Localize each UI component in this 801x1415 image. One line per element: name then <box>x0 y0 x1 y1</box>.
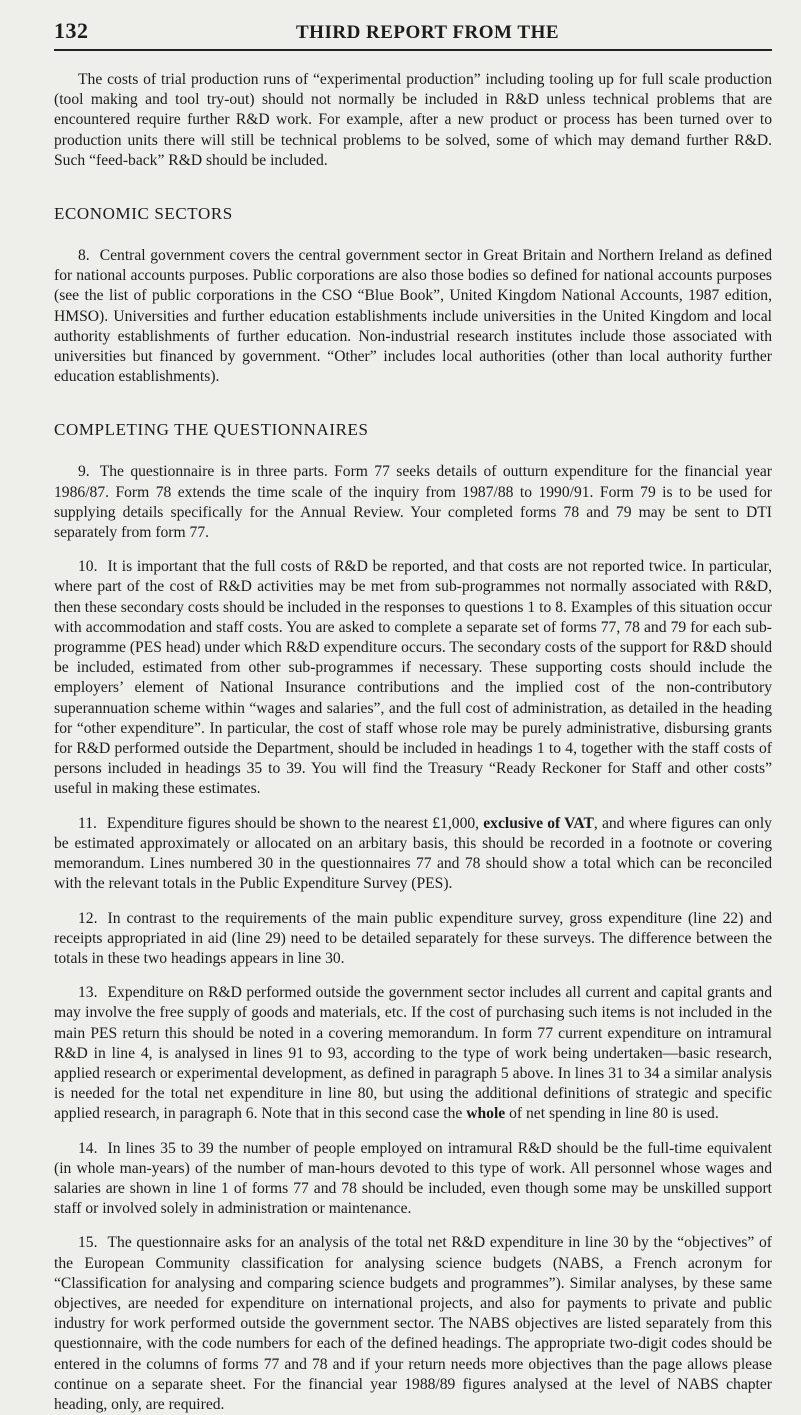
paragraph-text: In contrast to the requirements of the main public expenditure survey, gross expenditure (line 22) and receipts appropriated in aid (line 29) need to be detailed separately for these surveys. The difference between the totals in these two headings appears in line 30. <box>54 909 772 967</box>
paragraph-number: 11. <box>78 814 97 832</box>
paragraph-11 <box>54 814 772 895</box>
paragraph-8 <box>54 246 772 387</box>
paragraph-text: The questionnaire asks for an analysis of the total net R&D expenditure in line 30 by the “objectives” of the European Community classification for analysing science budgets (NABS, a French acronym for “Classification for analysing and comparing science budgets and programmes”). Similar analyses, by these same objectives, are needed for expenditure on international projects, and also for payments to private and public industry for work performed outside the government sector. The NABS objectives are listed separately from this questionnaire, with the code numbers for each of the defined headings. The appropriate two-digit codes should be entered in the columns of forms 77 and 78 and if your return needs more objectives than the page allows please continue on a separate sheet. For the financial year 1988/89 figures analysed at the level of NABS chapter heading, only, are required. <box>54 1234 772 1413</box>
emphasis-text: exclusive of VAT <box>483 814 594 832</box>
paragraph-number: 13. <box>78 984 98 1002</box>
paragraph-15 <box>54 1233 772 1415</box>
paragraph-text: Central government covers the central government sector in Great Britain and Northern Ireland as defined for national accounts purposes. Public corporations are also those bodies so defined for national accounts purposes (see the list of public corporations in the CSO “Blue Book”, United Kingdom National Accounts, 1987 edition, HMSO). Universities and further education establishments include universities in the United Kingdom and local authority establishments of further education. Non-industrial research institutes include those associated with universities but financed by government. “Other” includes local authorities (other than local authority further education establishments). <box>54 247 772 386</box>
paragraph-number: 12. <box>78 909 98 927</box>
running-title: THIRD REPORT FROM THE <box>296 22 560 43</box>
paragraph-10 <box>54 557 772 799</box>
paragraph-number: 9. <box>78 463 90 481</box>
paragraph-number: 8. <box>78 247 90 265</box>
paragraph-number: 10. <box>78 558 98 576</box>
paragraph-number: 14. <box>78 1139 98 1157</box>
paragraph-number: 15. <box>78 1234 98 1252</box>
paragraph-text: In lines 35 to 39 the number of people employed on intramural R&D should be the full-time equivalent (in whole man-years) of the number of man-hours devoted to this type of work. All personnel whose wages and salaries are shown in line 1 of forms 77 and 78 should be included, even though some may be unskilled support staff or involved solely in administration or maintenance. <box>54 1139 772 1218</box>
emphasis-text: whole <box>466 1105 506 1123</box>
paragraph-14 <box>54 1139 772 1220</box>
document-body <box>54 70 772 1415</box>
header-rule <box>54 49 772 51</box>
paragraph-text: Expenditure figures should be shown to the nearest £1,000, <box>106 814 484 832</box>
paragraph-text: Expenditure on R&D performed outside the government sector includes all current and capital grants and may involve the free supply of goods and materials, etc. If the cost of purchasing such items is not included in the main PES return this should be noted in a covering memorandum. In form 77 current expenditure on intramural R&D in line 4, is analysed in lines 91 to 93, according to the type of work being undertaken—basic research, applied research or experimental development, as defined in paragraph 5 above. In lines 31 to 34 a similar analysis is needed for the total net expenditure in line 80, but using the additional definitions of strategic and specific applied research, in paragraph 6. Note that in this second case the <box>54 984 772 1123</box>
page-number: 132 <box>54 18 89 43</box>
paragraph-text: , and where figures can only be estimated approximately or allocated on an arbitary basis, this should be recorded in a footnote or covering memorandum. Lines numbered 30 in the questionnaires 77 and 78 should show a total which can be reconciled with the relevant totals in the Public Expenditure Survey (PES). <box>54 814 772 893</box>
paragraph-9 <box>54 462 772 543</box>
paragraph-text: of net spending in line 80 is used. <box>505 1105 719 1123</box>
intro-paragraph: The costs of trial production runs of “experimental production” including tooling up for full scale production (tool making and tool try-out) should not normally be included in R&D unless technical problems that are encountered require further R&D work. For example, after a new product or process has been turned over to production units there will still be technical problems to be solved, some of which may demand further R&D. Such “feed-back” R&D should be included. <box>54 71 772 169</box>
page-header <box>54 18 774 48</box>
paragraph-text: It is important that the full costs of R&D be reported, and that costs are not reported twice. In particular, where part of the cost of R&D activities may be met from sub-programmes not normally associated with R&D, then these secondary costs should be included in the responses to questions 1 to 8. Examples of this situation occur with accommodation and staff costs. You are asked to complete a separate set of forms 77, 78 and 79 for each sub-programme (PES head) under which R&D expenditure occurs. The secondary costs of the support for R&D should be included, estimated from other sub-programmes if necessary. These supporting costs should include the employers’ element of National Insurance contributions and the implied cost of the non-contributory superannuation scheme within “wages and salaries”, and the full cost of administration, as detailed in the heading for “other expenditure”. In particular, the cost of staff whose role may be purely administrative, disbursing grants for R&D performed outside the Department, should be included in headings 1 to 4, together with the staff costs of persons included in headings 35 to 39. You will find the Treasury “Ready Reckoner for Staff and other costs” useful in making these estimates. <box>54 558 772 798</box>
section-heading-completing-questionnaires: COMPLETING THE QUESTIONNAIRES <box>54 420 369 440</box>
section-heading-economic-sectors: ECONOMIC SECTORS <box>54 204 233 224</box>
paragraph-13 <box>54 983 772 1124</box>
paragraph-text: The questionnaire is in three parts. Form 77 seeks details of outturn expenditure for the financial year 1986/87. Form 78 extends the time scale of the inquiry from 1987/88 to 1990/91. Form 79 is to be used for supplying details specifically for the Annual Review. Your completed forms 78 and 79 may be sent to DTI separately from form 77. <box>54 463 772 542</box>
paragraph-12 <box>54 909 772 970</box>
